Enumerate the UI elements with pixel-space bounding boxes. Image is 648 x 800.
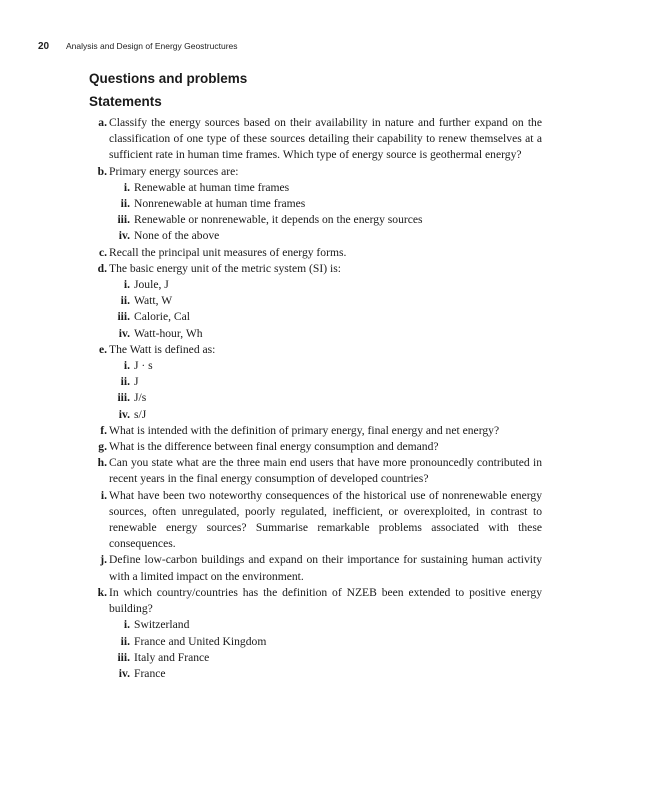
question-item — [89, 439, 542, 455]
question-text: Primary energy sources are: — [109, 164, 239, 178]
option-text: J/s — [134, 391, 147, 405]
answer-option — [89, 293, 542, 309]
answer-option — [89, 390, 542, 406]
option-text: Watt-hour, Wh — [134, 326, 203, 340]
question-item — [89, 455, 542, 487]
question-label: f. — [100, 423, 107, 437]
option-label: iv. — [118, 666, 130, 680]
question-label: j. — [100, 553, 107, 567]
question-text: Can you state what are the three main end users that have more pronouncedly contributed in recent years in the final energy consumption of developed countries? — [109, 456, 542, 486]
question-item — [89, 164, 542, 180]
question-label: k. — [97, 585, 107, 599]
question-label: b. — [97, 164, 107, 178]
option-text: Renewable at human time frames — [134, 180, 290, 194]
option-text: s/J — [134, 407, 147, 421]
question-item — [89, 585, 542, 617]
question-item — [89, 342, 542, 358]
answer-option — [89, 277, 542, 293]
running-header — [38, 41, 238, 52]
question-text: Recall the principal unit measures of energy forms. — [109, 245, 347, 259]
question-label: c. — [98, 245, 107, 259]
option-label: iv. — [118, 229, 130, 243]
question-label: d. — [97, 261, 107, 275]
question-item — [89, 423, 542, 439]
option-label: ii. — [120, 634, 130, 648]
option-text: Joule, J — [134, 278, 169, 292]
option-text: Nonrenewable at human time frames — [134, 197, 306, 211]
question-item — [89, 245, 542, 261]
option-text: Switzerland — [134, 618, 190, 632]
question-item — [89, 488, 542, 553]
question-text: Define low-carbon buildings and expand on their importance for sustaining human activity with a limited impact on the environment. — [109, 553, 542, 583]
question-text: Classify the energy sources based on their availability in nature and further expand on the classification of one type of these sources detailing their capability to renew themselves at a sufficient rate in human time frames. Which type of energy source is geothermal energy? — [109, 116, 542, 162]
option-text: J — [134, 375, 139, 389]
option-text: France — [134, 666, 166, 680]
question-text: The basic energy unit of the metric system (SI) is: — [109, 261, 341, 275]
answer-option — [89, 374, 542, 390]
option-label: i. — [123, 180, 130, 194]
option-text: France and United Kingdom — [134, 634, 267, 648]
question-item — [89, 552, 542, 584]
option-label: ii. — [120, 294, 130, 308]
option-label: iii. — [117, 650, 130, 664]
option-label: iv. — [118, 326, 130, 340]
option-text: J · s — [134, 359, 153, 373]
question-label: a. — [98, 116, 107, 129]
question-list — [89, 115, 542, 682]
answer-option — [89, 309, 542, 325]
option-label: iii. — [117, 391, 130, 405]
option-label: iv. — [118, 407, 130, 421]
running-title: Analysis and Design of Energy Geostructures — [66, 41, 238, 51]
option-text: Italy and France — [134, 650, 210, 664]
section-title: Questions and problems — [89, 71, 248, 86]
option-label: ii. — [120, 375, 130, 389]
subsection-title: Statements — [89, 94, 162, 109]
answer-option — [89, 196, 542, 212]
answer-option — [89, 634, 542, 650]
answer-option — [89, 212, 542, 228]
option-label: ii. — [120, 197, 130, 211]
answer-option — [89, 666, 542, 682]
answer-option — [89, 617, 542, 633]
question-label: e. — [98, 342, 107, 356]
answer-option — [89, 180, 542, 196]
answer-option — [89, 228, 542, 244]
answer-option — [89, 326, 542, 342]
page-number: 20 — [38, 41, 50, 52]
option-label: i. — [123, 278, 130, 292]
option-text: Calorie, Cal — [134, 310, 191, 324]
option-text: None of the above — [134, 229, 220, 243]
question-text: What have been two noteworthy consequences of the historical use of nonrenewable energy sources, often unregulated, poorly regulated, inefficient, or overexploited, in contrast to renewable energy sources? Summarise remarkable problems associated with these consequences. — [109, 488, 542, 551]
option-text: Renewable or nonrenewable, it depends on the energy sources — [134, 213, 423, 227]
option-label: iii. — [117, 213, 130, 227]
question-label: h. — [97, 456, 107, 470]
answer-option — [89, 358, 542, 374]
question-label: i. — [100, 488, 107, 502]
answer-option — [89, 407, 542, 423]
question-text: What is the difference between final energy consumption and demand? — [109, 440, 439, 454]
option-label: i. — [123, 618, 130, 632]
question-item — [89, 261, 542, 277]
answer-option — [89, 650, 542, 666]
question-text: The Watt is defined as: — [109, 342, 216, 356]
option-label: iii. — [117, 310, 130, 324]
question-item — [89, 115, 542, 164]
question-text: What is intended with the definition of primary energy, final energy and net energy? — [109, 423, 500, 437]
option-label: i. — [123, 359, 130, 373]
question-text: In which country/countries has the definition of NZEB been extended to positive energy building? — [109, 585, 542, 616]
question-label: g. — [98, 440, 107, 454]
option-text: Watt, W — [134, 294, 173, 308]
